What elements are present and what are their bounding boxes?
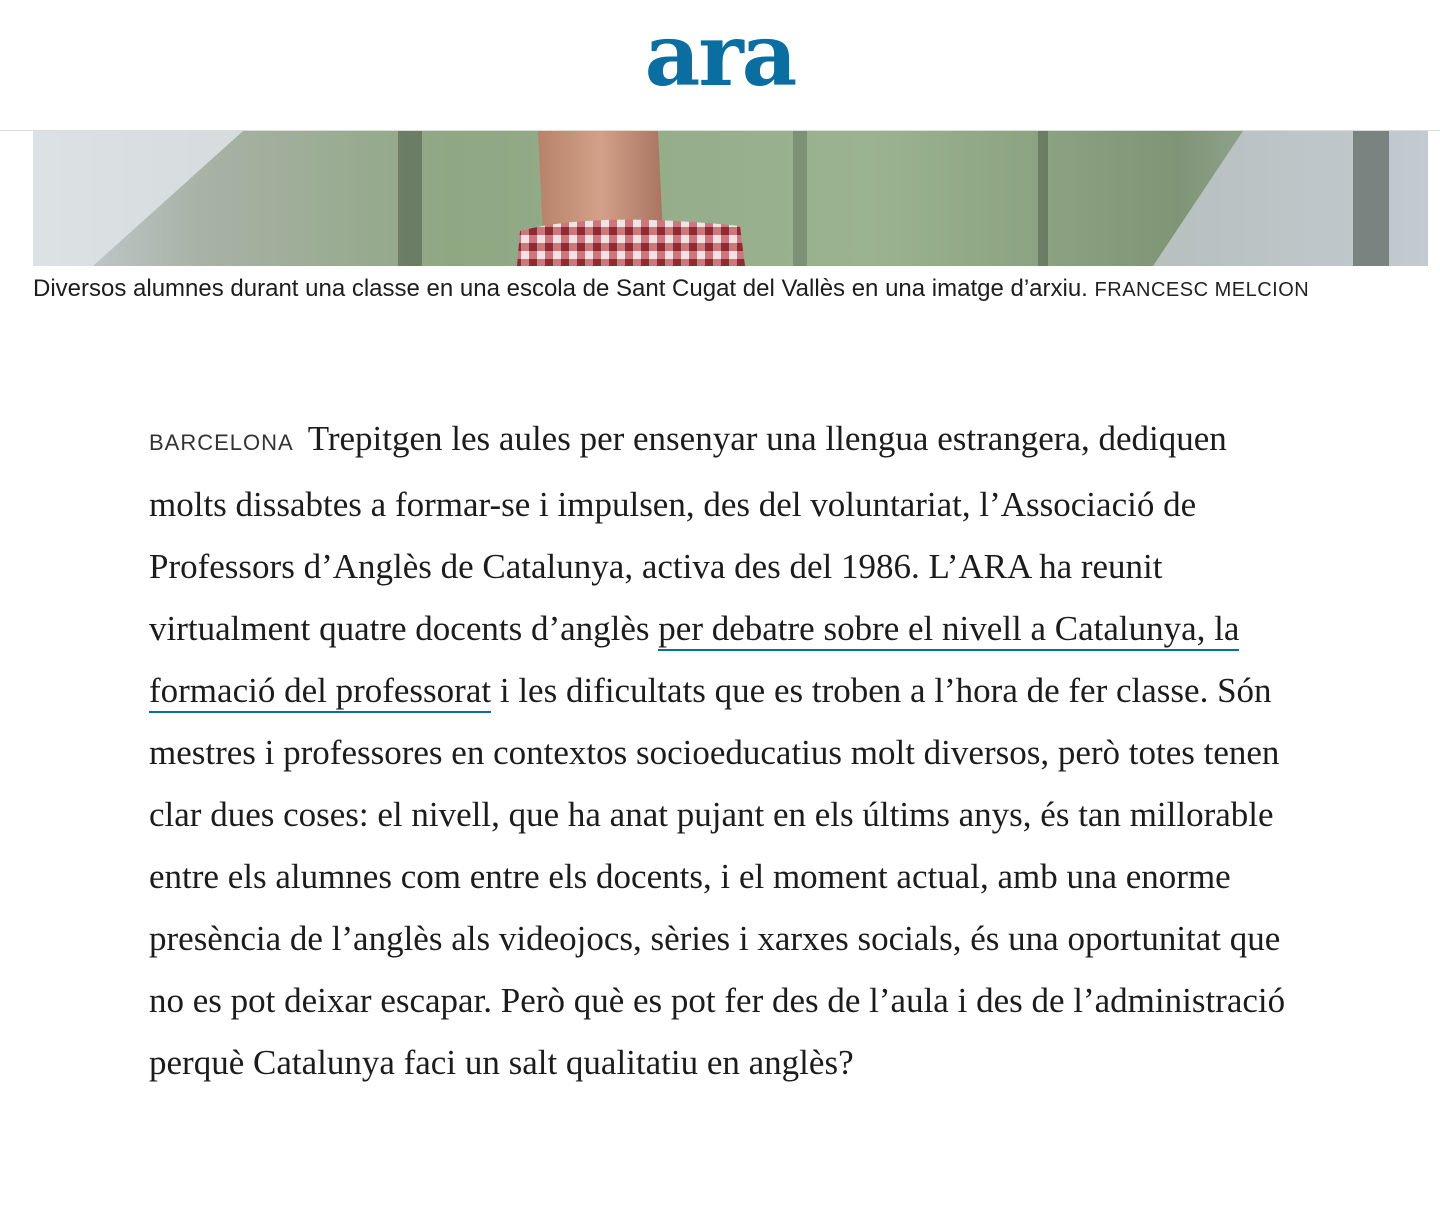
paragraph-text-before-link: Trepitgen les aules per ensenyar una llengua estrangera, dediquen molts dissabtes a formar-se i impulsen, des del voluntariat, l’Associació de Professors d’Anglès de Catalunya, activa des del 1986. L’ARA ha reunit virtualment quatre docents d’anglès: [149, 419, 1227, 648]
inline-article-link[interactable]: per debatre sobre el nivell a Catalunya, la formació del professorat: [149, 609, 1239, 713]
lead-paragraph: [149, 408, 1309, 1094]
classroom-photo-image: [33, 131, 1428, 266]
photo-credit: FRANCESC MELCION: [1094, 279, 1310, 301]
dateline: BARCELONA: [149, 430, 294, 455]
photo-caption: [33, 268, 1403, 311]
article-body: [149, 408, 1309, 1094]
paragraph-text-after-link: i les dificultats que es troben a l’hora de fer classe. Són mestres i professores en contextos socioeducatius molt diversos, però totes tenen clar dues coses: el nivell, que ha anat pujant en els últims anys, és tan millorable entre els alumnes com entre els docents, i el moment actual, amb una enorme presència de l’anglès als videojocs, sèries i xarxes socials, és una oportunitat que no es pot deixar escapar. Però què es pot fer des de l’aula i des de l’administració perquè Catalunya faci un salt qualitatiu en anglès?: [149, 671, 1286, 1082]
caption-text: Diversos alumnes durant una classe en una escola de Sant Cugat del Vallès en una imatge d’arxiu.: [33, 275, 1088, 302]
site-header: [0, 0, 1440, 131]
article-photo[interactable]: [33, 131, 1428, 266]
ara-logo[interactable]: ara: [644, 5, 796, 106]
